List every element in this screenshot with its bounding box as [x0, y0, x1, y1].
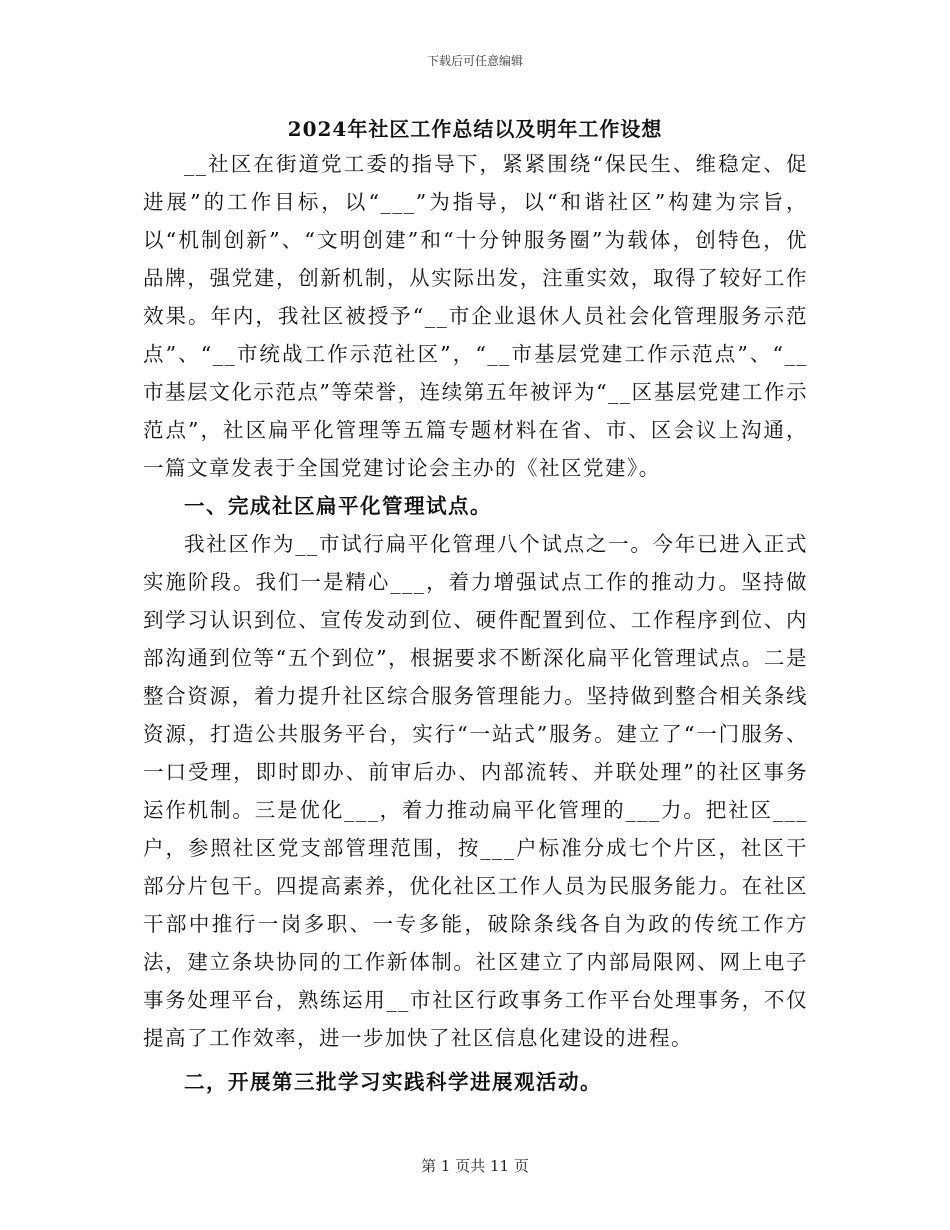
section-1-heading: 一、完成社区扁平化管理试点。: [184, 494, 492, 518]
download-note: 下载后可任意编辑: [426, 54, 523, 68]
section-2-heading: 二，开展第三批学习实践科学进展观活动。: [184, 1070, 602, 1094]
section-1-paragraph: 我社区作为__市试行扁平化管理八个试点之一。今年已进入正式实施阶段。我们一是精心___，着力增强试点工作的推动力。坚持做到学习认识到位、宣传发动到位、硬件配置到位、工作程序到位、内部沟通到位等“五个到位”，根据要求不断深化扁平化管理试点。二是整合资源，着力提升社区综合服务管理能力。坚持做到整合相关条线资源，打造公共服务平台，实行“一站式”服务。建立了“一门服务、一口受理，即时即办、前审后办、内部流转、并联处理”的社区事务运作机制。三是优化___，着力推动扁平化管理的___力。把社区___户，参照社区党支部管理范围，按___户标准分成七个片区，社区干部分片包干。四提高素养，优化社区工作人员为民服务能力。在社区干部中推行一岗多职、一专多能，破除条线各自为政的传统工作方法，建立条块协同的工作新体制。社区建立了内部局限网、网上电子事务处理平台，熟练运用__市社区行政事务工作平台处理事务，不仅提高了工作效率，进一步加快了社区信息化建设的进程。: [143, 532, 808, 1050]
document-title: 2024年社区工作总结以及明年工作设想: [287, 117, 663, 141]
document-body: [143, 145, 808, 1101]
page-number: 第 1 页共 11 页: [421, 1157, 529, 1175]
intro-paragraph: __社区在街道党工委的指导下，紧紧围绕“保民生、维稳定、促进展”的工作目标，以“___”为指导，以“和谐社区”构建为宗旨，以“机制创新”、“文明创建”和“十分钟服务圈”为载体，创特色，优品牌，强党建，创新机制，从实际出发，注重实效，取得了较好工作效果。年内，我社区被授予“__市企业退休人员社会化管理服务示范点”、“__市统战工作示范社区”，“__市基层党建工作示范点”、“__市基层文化示范点”等荣誉，连续第五年被评为“__区基层党建工作示范点”，社区扁平化管理等五篇专题材料在省、市、区会议上沟通，一篇文章发表于全国党建讨论会主办的《社区党建》。: [143, 152, 808, 480]
